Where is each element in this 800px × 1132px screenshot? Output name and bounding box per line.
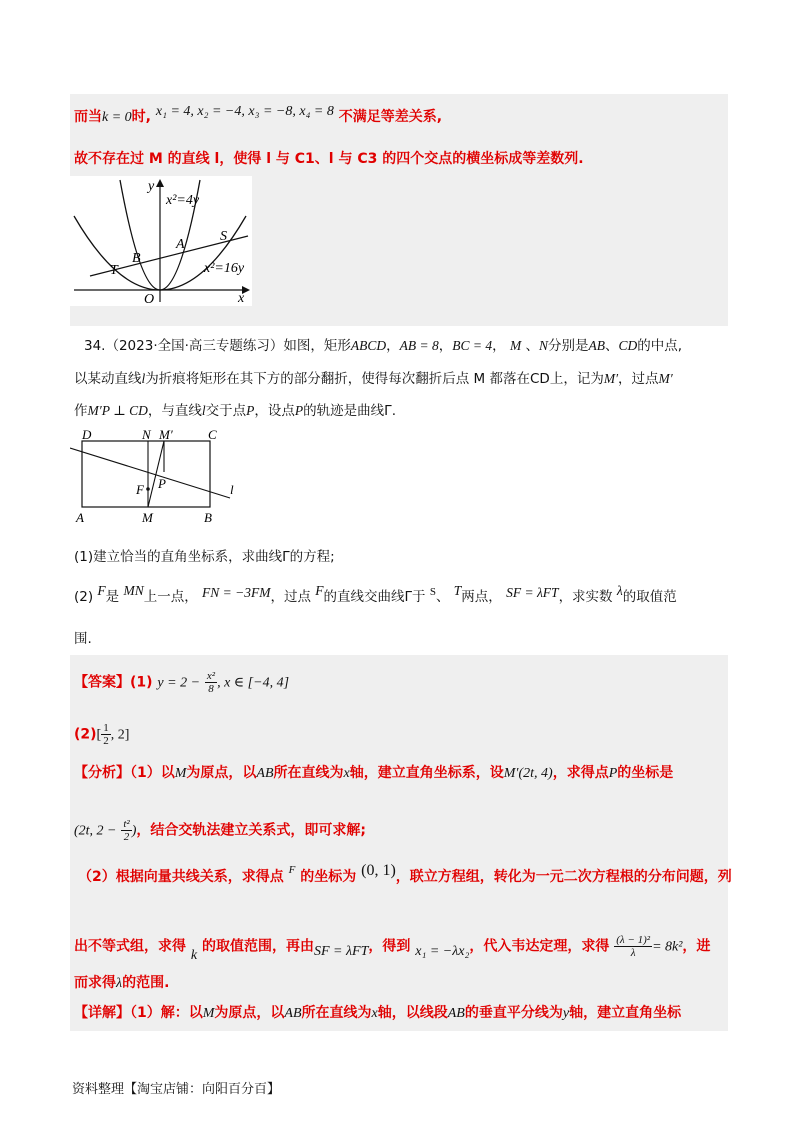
text: ，代入韦达定理，求得 (469, 938, 610, 955)
math: AB (284, 1006, 302, 1021)
math: , x ∈ [−4, 4] (217, 675, 290, 691)
math: BC = 4 (452, 338, 493, 353)
math: M′ (603, 371, 619, 386)
text: 为原点，以 (186, 765, 257, 781)
math-x-values: x₁ = 4, x₂ = −4, x₃ = −8, x₄ = 8 (155, 104, 334, 119)
text: ，求实数 (558, 589, 613, 605)
detail-line-1 (74, 1004, 681, 1023)
math: M (509, 338, 522, 353)
text: 而求得 (74, 975, 116, 991)
math: M (202, 1006, 215, 1021)
math: ABCD (350, 338, 387, 353)
math: [ (96, 727, 102, 743)
text: ，过点 (270, 589, 311, 605)
detail-label: 【详解】 (74, 1005, 130, 1021)
analysis-line-1 (74, 764, 673, 783)
math: P (246, 403, 255, 418)
text: （1）以 (130, 765, 175, 781)
text: ，联立方程组，转化为一元二次方程根的分布问题，列 (395, 869, 732, 885)
label-N: N (142, 427, 151, 442)
fraction (121, 818, 131, 843)
y-axis-label: y (148, 179, 155, 194)
text: 以某动直线 (74, 371, 142, 387)
question-2-end: 围. (74, 631, 92, 647)
math-k: k = 0 (102, 110, 132, 125)
numerator: (λ − 1)² (616, 934, 651, 946)
math-vector-eq: FN = −3FM (202, 585, 271, 600)
math: M′(2t, 4) (503, 766, 553, 781)
point-B-label: B (132, 251, 141, 266)
rectangle-ABCD (82, 441, 210, 507)
text: ，设点 (254, 403, 295, 419)
text: 为原点，以 (214, 1005, 285, 1021)
math: M′P ⊥ CD (87, 403, 148, 418)
label-M: M (142, 510, 153, 525)
text: (2) (74, 726, 97, 743)
math: y = 2 − (157, 675, 201, 691)
text: 的坐标为 (300, 869, 357, 885)
point-A-label: A (176, 237, 185, 252)
denominator: 8 (208, 683, 214, 695)
text: 轴，以线段 (377, 1005, 448, 1021)
math: M′ (658, 371, 673, 386)
text: 出不等式组，求得 (74, 938, 186, 955)
math: MN (123, 583, 144, 598)
math: = 8k² (652, 939, 683, 955)
math: P (608, 766, 618, 781)
math-vector-eq: SF = λFT (313, 943, 369, 959)
text: 的中点, (637, 338, 683, 354)
text: 是 (105, 589, 120, 605)
problem-line-3 (74, 402, 396, 420)
math: ) (131, 823, 137, 839)
analysis-line-5 (74, 974, 169, 993)
text: 的轨迹是曲线Γ. (303, 403, 396, 419)
label-D: D (82, 427, 92, 442)
rectangle-figure (70, 426, 250, 526)
math: F (315, 583, 324, 598)
parabola-graph (70, 176, 252, 306)
answer-line-2 (74, 722, 129, 747)
analysis-line-3 (78, 862, 732, 887)
text: 所在直线为 (273, 765, 344, 781)
text: 分别是 (548, 338, 589, 354)
numerator: t² (123, 818, 130, 830)
math: y (562, 1006, 570, 1021)
point-F (146, 487, 150, 491)
text: 的取值范围，再由 (201, 938, 314, 955)
math: λ (616, 583, 623, 598)
math: F (288, 864, 296, 876)
text: 而当 (74, 109, 102, 125)
text: (2) (74, 589, 94, 605)
text: 的直线交曲线Γ于 (323, 589, 426, 605)
segment-MMp (148, 441, 164, 507)
curve-label-4y: x²=4y (166, 193, 200, 208)
text: 的范围. (122, 975, 170, 991)
numerator: 1 (103, 722, 109, 734)
label-Mprime: M′ (159, 427, 173, 442)
text: 轴，建立直角坐标 (569, 1005, 682, 1021)
fold-line-l (70, 448, 230, 498)
text: ，求得点 (552, 765, 609, 781)
point-S-label: S (220, 229, 227, 244)
text: 两点， (461, 589, 502, 605)
math: l (201, 403, 206, 418)
text: 轴，建立直角坐标系，设 (349, 765, 504, 781)
label-P: P (158, 476, 166, 491)
math: λ (116, 976, 123, 991)
text-line-k0 (74, 104, 443, 127)
text: 的坐标是 (617, 765, 674, 781)
label-l: l (230, 482, 234, 497)
question-1: (1)建立恰当的直角坐标系，求曲线Γ的方程; (74, 549, 335, 565)
problem-line-1: 34.（2023·全国·高三专题练习）如图，矩形ABCD，AB = 8，BC = 4， M 、N分别是AB、CD的中点, (84, 338, 683, 354)
text: 的垂直平分线为 (464, 1005, 563, 1021)
math: AB (447, 1006, 465, 1021)
math: T (453, 583, 462, 598)
numerator: x² (206, 670, 216, 682)
text: ，与直线 (147, 403, 202, 419)
math: S (429, 586, 436, 598)
analysis-line-4 (74, 934, 711, 963)
text: 、 (435, 589, 450, 605)
denominator: λ (630, 947, 636, 959)
math: k (190, 947, 198, 963)
text: ，结合交轨法建立关系式，即可求解; (136, 822, 367, 839)
text: ，过点 (618, 371, 659, 387)
denominator: 2 (103, 735, 109, 747)
text: 时, (131, 109, 151, 125)
math: x (343, 766, 350, 781)
text: (1) (130, 674, 153, 691)
text: 34.（2023·全国·高三专题练习）如图，矩形 (84, 338, 351, 354)
math: N (539, 338, 549, 353)
math: M (174, 766, 187, 781)
math: AB = 8 (399, 338, 439, 353)
math: , 2] (110, 727, 130, 743)
math: F (97, 583, 106, 598)
math-vector-eq: SF = λFT (506, 585, 559, 600)
problem-line-2 (74, 370, 673, 388)
x-axis-label: x (238, 291, 245, 306)
label-C: C (208, 427, 217, 442)
origin-label: O (144, 292, 155, 306)
text: 作 (74, 403, 88, 419)
question-2 (74, 583, 677, 607)
math: AB (256, 766, 274, 781)
fraction (614, 934, 652, 959)
curve-label-16y: x²=16y (204, 261, 245, 276)
text-line-conclusion: 故不存在过 M 的直线 l，使得 l 与 C1、l 与 C3 的四个交点的横坐标成等差数列. (74, 151, 584, 167)
math: x (371, 1006, 378, 1021)
text: （1）解：以 (130, 1005, 203, 1021)
math: x₁ = −λx₂ (415, 943, 470, 959)
point-T-label: T (110, 263, 118, 278)
analysis-line-2 (74, 818, 366, 843)
fraction (205, 670, 217, 695)
text: 交于点 (205, 403, 247, 419)
math: l (141, 371, 146, 386)
text: ，得到 (368, 938, 411, 955)
text: 为折痕将矩形在其下方的部分翻折，使得每次翻折后点 M 都落在CD上，记为 (145, 371, 604, 387)
math: (2t, 2 − (74, 823, 117, 839)
text: （2）根据向量共线关系，求得点 (78, 869, 284, 885)
math: P (294, 403, 304, 418)
math: CD (618, 338, 638, 353)
text: 的取值范 (622, 589, 677, 605)
text: 不满足等差关系, (338, 109, 443, 125)
page-footer: 资料整理【淘宝店铺：向阳百分百】 (72, 1082, 281, 1097)
answer-line-1 (74, 670, 289, 695)
math-coord: (0, 1) (361, 862, 396, 879)
label-B: B (204, 510, 212, 525)
text: ，进 (682, 938, 711, 955)
denominator: 2 (123, 831, 130, 843)
math: AB (588, 338, 606, 353)
text: 所在直线为 (301, 1005, 372, 1021)
label-A: A (76, 510, 84, 525)
text: 上一点， (143, 589, 198, 605)
fraction (101, 722, 111, 747)
analysis-label: 【分析】 (74, 765, 130, 781)
answer-label: 【答案】 (74, 674, 130, 691)
label-F: F (136, 482, 144, 497)
